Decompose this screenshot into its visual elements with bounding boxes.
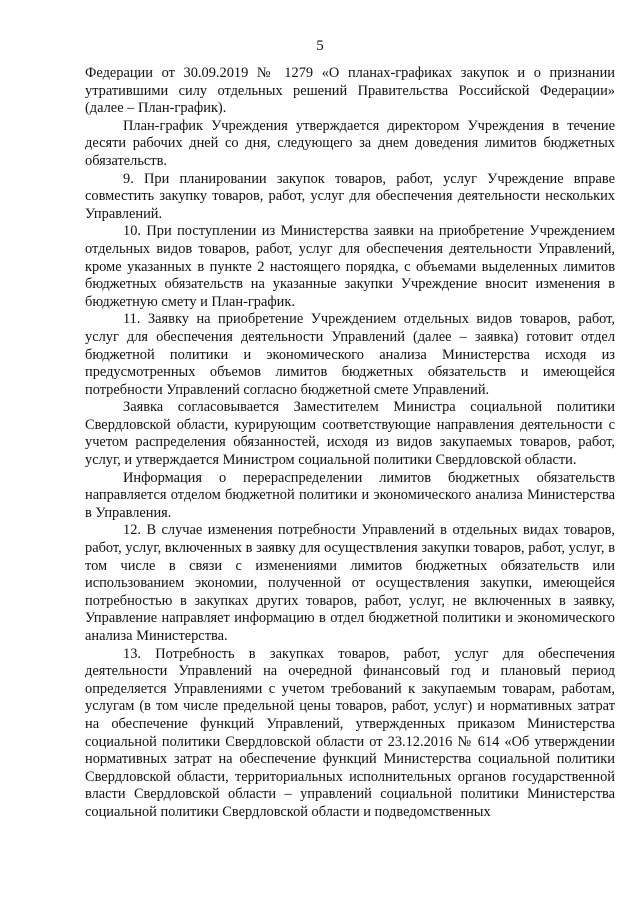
paragraph-item-10: 10. При поступлении из Министерства заявки на приобретение Учреждением отдельных видов товаров, работ, услуг для обеспечения деятельности Управлений, кроме указанных в пункте 2 настоящего порядка, с объемами выделенных лимитов бюджетных обязательств на указанные закупки Учреждение вносит изменения в бюджетную смету и План-график. [85,223,615,310]
paragraph-item-11: 11. Заявку на приобретение Учреждением отдельных видов товаров, работ, услуг для обеспечения деятельности Управлений (далее – заявка) готовит отдел бюджетной политики и экономического анализа Министерства исходя из предусмотренных объемов лимитов бюджетных обязательств и имеющейся потребности Управлений согласно бюджетной смете Управлений. [85,311,615,398]
paragraph-request-approval: Заявка согласовывается Заместителем Министра социальной политики Свердловской области, курирующим соответствующие направления деятельности с учетом распределения обязанностей, исходя из видов закупаемых товаров, работ, услуг, и утверждается Министром социальной политики Свердловской области. [85,399,615,469]
document-body [85,65,615,822]
paragraph-item-9: 9. При планировании закупок товаров, работ, услуг Учреждение вправе совместить закупку товаров, работ, услуг для обеспечения деятельности нескольких Управлений. [85,170,615,222]
paragraph-continuation: Федерации от 30.09.2019 № 1279 «О планах-графиках закупок и о признании утратившими силу отдельных решений Правительства Российской Федерации» (далее – План-график). [85,65,615,117]
paragraph-item-13: 13. Потребность в закупках товаров, работ, услуг для обеспечения деятельности Управлений на очередной финансовый год и плановый период определяется Управлениями с учетом требований к закупаемым товарам, работам, услугам (в том числе предельной цены товаров, работ, услуг) и нормативных затрат на обеспечение функций Управлений, утвержденных приказом Министерства социальной политики Свердловской области от 23.12.2016 № 614 «Об утверждении нормативных затрат на обеспечение функций Министерства социальной политики Свердловской области, территориальных исполнительных органов государственной власти Свердловской области – управлений социальной политики Министерства социальной политики Свердловской области и подведомственных [85,645,615,820]
page-number: 5 [316,38,324,54]
paragraph-plan-schedule-approval: План-график Учреждения утверждается директором Учреждения в течение десяти рабочих дней со дня, следующего за днем доведения лимитов бюджетных обязательств. [85,117,615,169]
paragraph-item-12: 12. В случае изменения потребности Управлений в отдельных видах товаров, работ, услуг, включенных в заявку для осуществления закупки товаров, работ, услуг, в том числе в связи с изменениями лимитов бюджетных обязательств или использованием экономии, полученной от осуществления закупки, имеющейся потребностью в закупках других товаров, работ, услуг, не включенных в заявку, Управление направляет информацию в отдел бюджетной политики и экономического анализа Министерства. [85,522,615,644]
paragraph-redistribution-info: Информация о перераспределении лимитов бюджетных обязательств направляется отделом бюджетной политики и экономического анализа Министерства в Управления. [85,469,615,521]
